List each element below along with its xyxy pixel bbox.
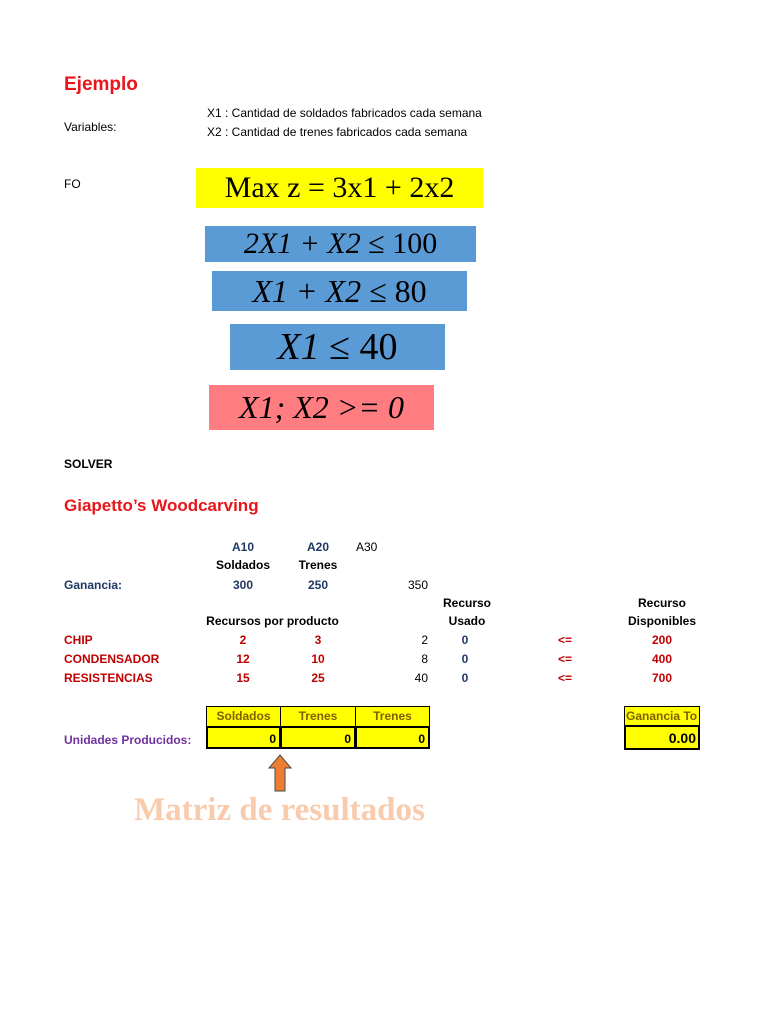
- row-name: CONDENSADOR: [64, 652, 160, 666]
- row-name: CHIP: [64, 633, 93, 647]
- constraint-3-op: ≤: [329, 326, 351, 368]
- constraint-3: [230, 324, 445, 370]
- constraint-1-rhs: 100: [392, 227, 438, 260]
- constraint-2-op: ≤: [369, 273, 387, 309]
- variables-label: Variables:: [64, 120, 117, 134]
- row-b: 10: [311, 652, 325, 666]
- matrix-label: Matriz de resultados: [134, 792, 425, 828]
- constraint-1: [205, 226, 476, 262]
- resources-header: Recursos por producto: [206, 614, 339, 628]
- total-profit-value[interactable]: 0.00: [624, 725, 700, 750]
- row-name: RESISTENCIAS: [64, 671, 153, 685]
- row-c: 2: [421, 633, 428, 647]
- x2-definition: X2 : Cantidad de trenes fabricados cada semana: [207, 125, 468, 139]
- units-header-trenes: Trenes: [280, 706, 356, 727]
- row-used: 0: [461, 633, 469, 647]
- used-header-1: Recurso: [442, 596, 492, 610]
- row-op: <=: [557, 633, 572, 647]
- profit-a30: 350: [407, 578, 428, 592]
- profit-label: Ganancia:: [64, 578, 123, 592]
- row-avail: 400: [651, 652, 673, 666]
- row-avail: 200: [651, 633, 673, 647]
- row-b: 25: [311, 671, 325, 685]
- row-op: <=: [557, 652, 572, 666]
- profit-a10: 300: [232, 578, 254, 592]
- avail-header-2: Disponibles: [627, 614, 696, 628]
- non-negativity-constraint: X1; X2 >= 0: [209, 385, 434, 430]
- constraint-2-lhs: X1 + X2: [252, 273, 362, 309]
- row-c: 8: [421, 652, 428, 666]
- example-title: Ejemplo: [64, 74, 138, 95]
- used-header-2: Usado: [448, 614, 486, 628]
- x1-definition: X1 : Cantidad de soldados fabricados cada semana: [207, 106, 482, 120]
- units-value-soldados[interactable]: 0: [206, 726, 281, 749]
- row-a: 15: [236, 671, 250, 685]
- constraint-3-rhs: 40: [359, 326, 398, 368]
- units-header-trenes-2: Trenes: [355, 706, 430, 727]
- code-a20: A20: [306, 540, 329, 554]
- units-header-soldados: Soldados: [206, 706, 281, 727]
- row-used: 0: [461, 652, 469, 666]
- constraint-1-op: ≤: [368, 227, 385, 260]
- fo-label: FO: [64, 177, 81, 191]
- row-a: 12: [236, 652, 250, 666]
- units-value-trenes-2[interactable]: 0: [355, 726, 430, 749]
- product-trenes: Trenes: [298, 558, 338, 572]
- company-title: Giapetto’s Woodcarving: [64, 496, 259, 515]
- avail-header-1: Recurso: [637, 596, 687, 610]
- row-op: <=: [557, 671, 572, 685]
- constraint-3-lhs: X1: [277, 326, 320, 368]
- row-avail: 700: [651, 671, 673, 685]
- constraint-2: [212, 271, 467, 311]
- units-value-trenes[interactable]: 0: [280, 726, 356, 749]
- row-c: 40: [414, 671, 428, 685]
- row-a: 2: [239, 633, 247, 647]
- solver-label: SOLVER: [64, 457, 113, 471]
- row-b: 3: [314, 633, 322, 647]
- units-label: Unidades Producidos:: [64, 733, 192, 747]
- product-soldados: Soldados: [215, 558, 270, 572]
- objective-function: Max z = 3x1 + 2x2: [196, 168, 483, 208]
- row-used: 0: [461, 671, 469, 685]
- total-profit-header: Ganancia To: [624, 706, 700, 726]
- arrow-up-icon: [268, 754, 292, 792]
- constraint-1-lhs: 2X1 + X2: [243, 227, 361, 260]
- constraint-2-rhs: 80: [394, 273, 427, 309]
- profit-a20: 250: [307, 578, 329, 592]
- code-a30: A30: [356, 540, 378, 554]
- code-a10: A10: [231, 540, 254, 554]
